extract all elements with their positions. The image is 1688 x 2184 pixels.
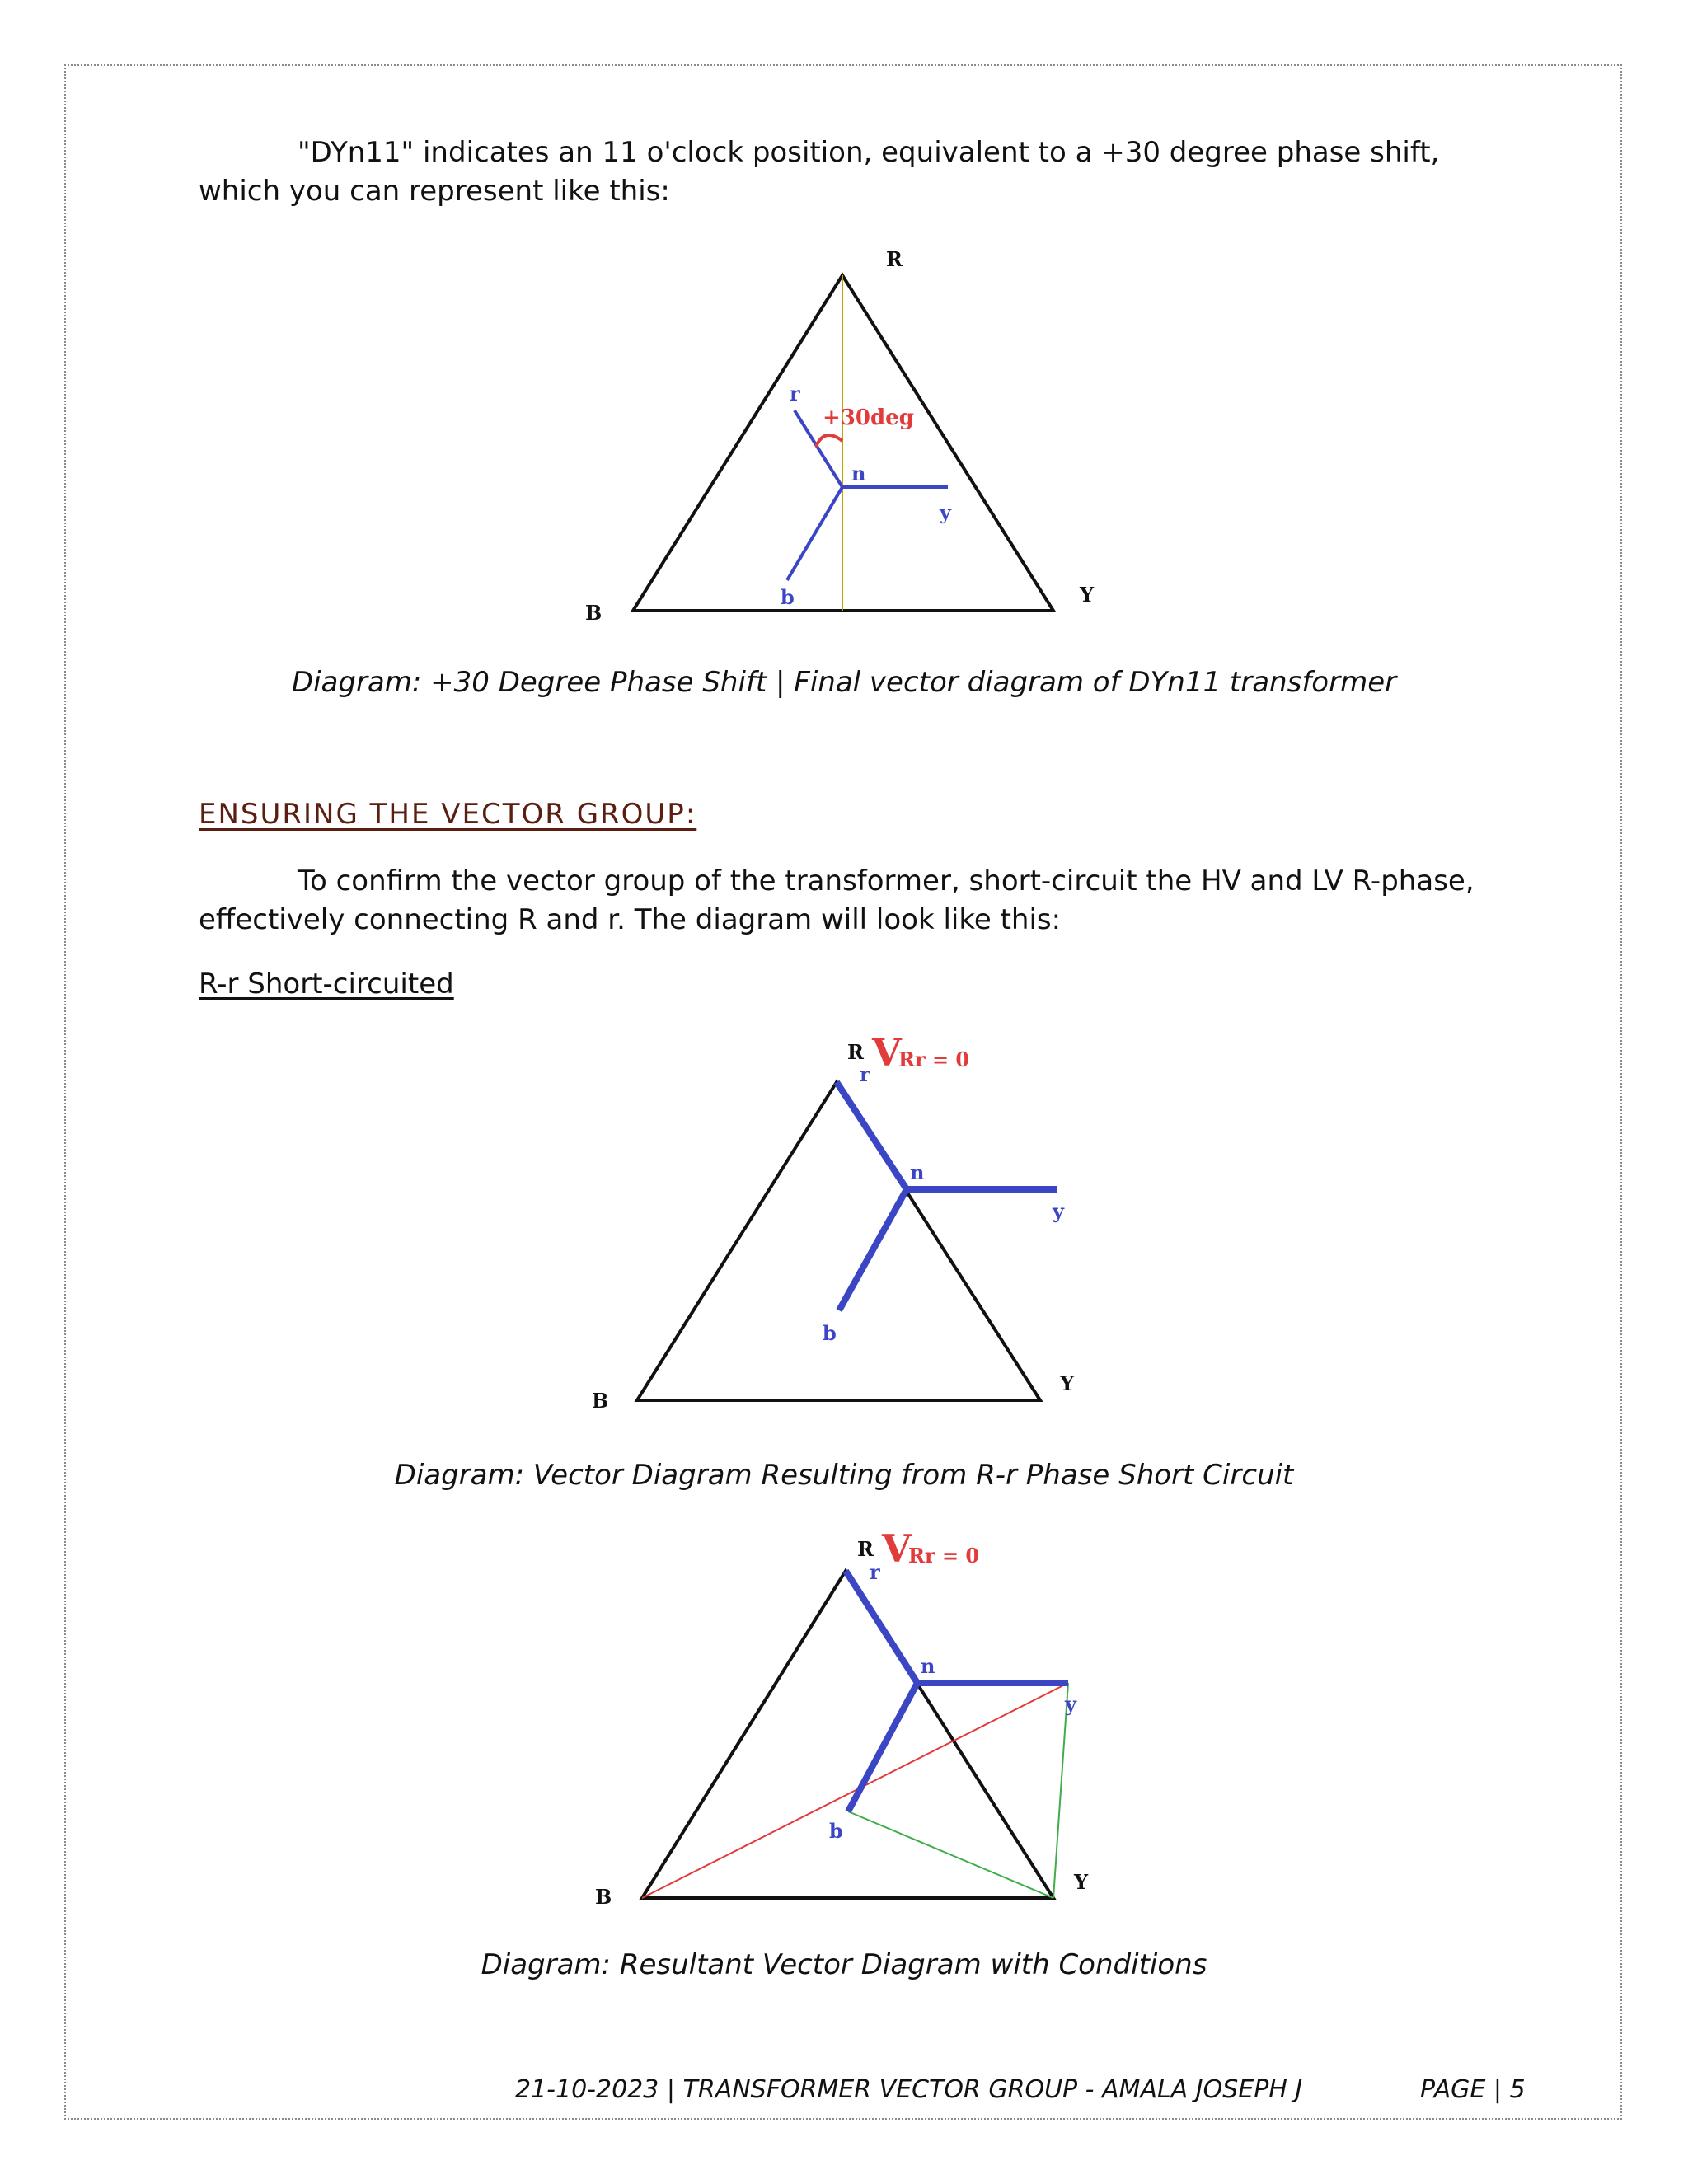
hv-delta-triangle: [637, 1082, 1040, 1400]
intro-text: "DYn11" indicates an 11 o'clock position, equivalent to a +30 degree phase shift, which you can represent like this:: [199, 136, 1440, 208]
label-R: R: [886, 247, 903, 271]
label-Y: Y: [1074, 1870, 1089, 1894]
label-B: B: [592, 1389, 609, 1409]
angle-arc: [816, 435, 842, 447]
diagram-phase-shift: [0, 0, 1688, 659]
label-b: b: [823, 1321, 837, 1345]
label-n: n: [921, 1654, 935, 1678]
vector-n-b: [787, 487, 842, 580]
vector-r-n: [846, 1571, 917, 1683]
label-n: n: [851, 462, 866, 485]
label-y: y: [1053, 1199, 1064, 1223]
label-R: R: [857, 1537, 874, 1561]
label-r: r: [870, 1560, 880, 1584]
vector-n-b: [839, 1189, 907, 1310]
voltage-condition: Rr = 0: [898, 1047, 970, 1071]
vector-n-b: [848, 1683, 917, 1811]
diagram-resultant: [0, 1525, 1688, 1912]
label-b: b: [829, 1819, 843, 1843]
label-B: B: [595, 1885, 612, 1909]
voltage-symbol: V: [882, 1526, 912, 1571]
footer-text: 21-10-2023 | TRANSFORMER VECTOR GROUP - AMALA JOSEPH J: [515, 2075, 1303, 2104]
section-heading: ENSURING THE VECTOR GROUP:: [199, 798, 697, 831]
page-number: PAGE | 5: [1420, 2075, 1526, 2104]
voltage-symbol: V: [872, 1030, 902, 1075]
label-r: r: [790, 382, 800, 405]
label-b: b: [781, 585, 795, 609]
hv-delta-triangle: [642, 1571, 1053, 1898]
diagram1-caption: Diagram: +30 Degree Phase Shift | Final vector diagram of DYn11 transformer: [291, 666, 1397, 699]
section-text: To confirm the vector group of the transformer, short-circuit the HV and LV R-phase, effectively connecting R and r. The diagram will look like this:: [199, 865, 1475, 936]
vector-r-n: [837, 1082, 907, 1189]
label-y: y: [940, 500, 951, 524]
section-paragraph: [199, 862, 1501, 940]
label-r: r: [860, 1062, 870, 1086]
label-n: n: [910, 1160, 925, 1184]
diagram-short-circuit: [0, 1030, 1688, 1409]
voltage-condition: Rr = 0: [908, 1544, 980, 1568]
angle-label: +30deg: [823, 405, 914, 430]
label-Y: Y: [1080, 583, 1095, 607]
label-y: y: [1065, 1692, 1076, 1716]
diagram3-caption: Diagram: Resultant Vector Diagram with Conditions: [481, 1948, 1207, 1981]
diagram2-caption: Diagram: Vector Diagram Resulting from R-r Phase Short Circuit: [394, 1459, 1294, 1492]
line-b-Y: [848, 1811, 1053, 1898]
subheading: R-r Short-circuited: [199, 968, 454, 1001]
line-B-y: [642, 1683, 1068, 1898]
label-R: R: [847, 1040, 864, 1064]
label-Y: Y: [1060, 1371, 1075, 1395]
label-B: B: [585, 601, 603, 625]
